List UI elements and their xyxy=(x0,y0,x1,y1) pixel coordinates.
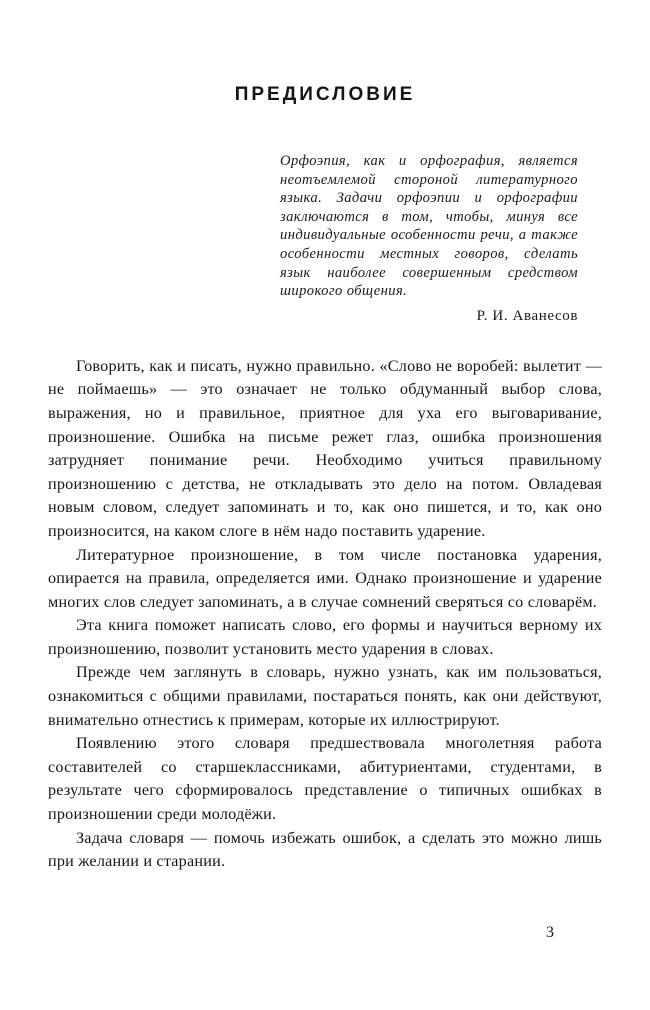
paragraph: Появлению этого словаря предшествовала многолетняя работа составителей со старшеклассниками, абитуриентами, студентами, в результате чего сформировалось представление о типичных ошибках в произношении среди молодёжи. xyxy=(48,734,602,824)
page-number: 3 xyxy=(546,924,554,941)
paragraph: Говорить, как и писать, нужно правильно. «Слово не воробей: вылетит — не поймаешь» — это означает не только обдуманный выбор слова, выражения, но и правильное, приятное для уха его выговаривание, произношение. Ошибка на письме режет глаз, ошибка произношения затрудняет понимание речи. Необходимо учиться правильному произношению с детства, не откладывать это дело на потом. Овладевая новым словом, следует запоминать и то, как оно пишется, и то, как оно произносится, на каком слоге в нём надо поставить ударение. xyxy=(48,356,602,540)
epigraph-author: Р. И. Аванесов xyxy=(476,307,578,324)
body-text xyxy=(48,355,602,874)
epigraph xyxy=(280,152,578,325)
paragraph: Прежде чем заглянуть в словарь, нужно узнать, как им пользоваться, ознакомиться с общими правилами, постараться понять, как они действуют, внимательно отнестись к примерам, которые их иллюстрируют. xyxy=(48,663,602,729)
page-title: ПРЕДИСЛОВИЕ xyxy=(234,84,416,105)
paragraph: Литературное произношение, в том числе постановка ударения, опирается на правила, определяется ими. Однако произношение и ударение многих слов следует запоминать, а в случае сомнений сверяться со словарём. xyxy=(48,545,602,611)
epigraph-text: Орфоэпия, как и орфография, является неотъемлемой стороной литературного языка. Задачи орфоэпии и орфографии заключаются в том, чтобы, минуя все индивидуальные особенности речи, а также особенности местных говоров, сделать язык наиболее совершенным средством широкого общения. xyxy=(280,153,578,300)
paragraph: Задача словаря — помочь избежать ошибок, а сделать это можно лишь при желании и старании. xyxy=(48,828,602,871)
paragraph: Эта книга поможет написать слово, его формы и научиться верному их произношению, позволит установить место ударения в словах. xyxy=(48,616,602,658)
